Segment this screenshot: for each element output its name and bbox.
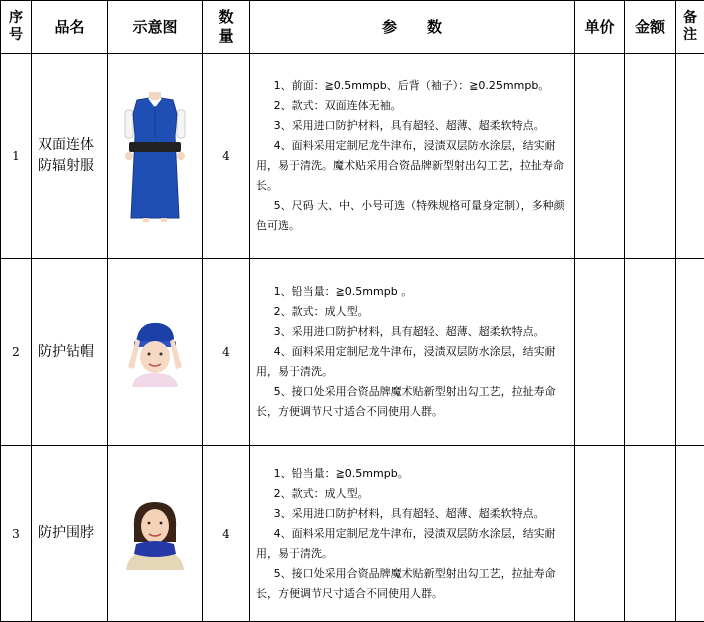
row-params xyxy=(250,259,575,446)
row-image xyxy=(108,259,203,446)
param-line: 1、前面：≧0.5mmpb、后背（袖子）：≧0.25mmpb。 xyxy=(256,76,568,96)
table-row xyxy=(1,54,704,259)
table-row xyxy=(1,259,704,446)
row-amount xyxy=(625,259,676,446)
row-seq: 3 xyxy=(1,446,32,622)
header-row xyxy=(1,1,704,54)
row-params xyxy=(250,446,575,622)
header-name: 品名 xyxy=(32,1,108,54)
thyroid-collar-icon xyxy=(122,498,188,570)
row-image xyxy=(108,446,203,622)
lead-apron-icon xyxy=(119,90,191,222)
row-params xyxy=(250,54,575,259)
row-name: 防护围脖 xyxy=(32,446,108,622)
row-remark xyxy=(676,259,704,446)
cap-icon xyxy=(120,317,190,387)
param-line: 1、铅当量：≧0.5mmpb 。 xyxy=(256,282,568,302)
row-image xyxy=(108,54,203,259)
table-row xyxy=(1,446,704,622)
row-name: 防护钻帽 xyxy=(32,259,108,446)
row-seq: 1 xyxy=(1,54,32,259)
header-unit-price: 单价 xyxy=(575,1,625,54)
header-remark: 备注 xyxy=(676,1,704,54)
param-line: 2、款式：成人型。 xyxy=(256,302,568,322)
row-amount xyxy=(625,54,676,259)
param-line: 4、面料采用定制尼龙牛津布，浸渍双层防水涂层，结实耐用，易于清洗。魔术贴采用合资品牌新型射出勾工艺，拉扯寿命长。 xyxy=(256,136,568,196)
header-amount: 金额 xyxy=(625,1,676,54)
header-seq: 序号 xyxy=(1,1,32,54)
row-seq: 2 xyxy=(1,259,32,446)
row-unit-price xyxy=(575,259,625,446)
param-line: 5、接口处采用合资品牌魔术贴新型射出勾工艺，拉扯寿命长，方便调节尺寸适合不同使用人群。 xyxy=(256,564,568,604)
param-line: 5、尺码 大、中、小号可选（特殊规格可量身定制），多种颜色可选。 xyxy=(256,196,568,236)
row-name: 双面连体防辐射服 xyxy=(32,54,108,259)
row-qty: 4 xyxy=(203,259,250,446)
param-line: 2、款式：成人型。 xyxy=(256,484,568,504)
row-unit-price xyxy=(575,446,625,622)
param-line: 3、采用进口防护材料，具有超轻、超薄、超柔软特点。 xyxy=(256,322,568,342)
row-qty: 4 xyxy=(203,54,250,259)
param-line: 3、采用进口防护材料，具有超轻、超薄、超柔软特点。 xyxy=(256,504,568,524)
header-qty: 数量 xyxy=(203,1,250,54)
header-params: 参 数 xyxy=(250,1,575,54)
row-amount xyxy=(625,446,676,622)
row-unit-price xyxy=(575,54,625,259)
row-remark xyxy=(676,54,704,259)
row-remark xyxy=(676,446,704,622)
row-qty: 4 xyxy=(203,446,250,622)
param-line: 5、接口处采用合资品牌魔术贴新型射出勾工艺，拉扯寿命长，方便调节尺寸适合不同使用人群。 xyxy=(256,382,568,422)
header-image: 示意图 xyxy=(108,1,203,54)
param-line: 2、款式：双面连体无袖。 xyxy=(256,96,568,116)
param-line: 1、铅当量：≧0.5mmpb。 xyxy=(256,464,568,484)
param-line: 3、采用进口防护材料，具有超轻、超薄、超柔软特点。 xyxy=(256,116,568,136)
param-line: 4、面料采用定制尼龙牛津布，浸渍双层防水涂层，结实耐用，易于清洗。 xyxy=(256,342,568,382)
param-line: 4、面料采用定制尼龙牛津布，浸渍双层防水涂层，结实耐用，易于清洗。 xyxy=(256,524,568,564)
